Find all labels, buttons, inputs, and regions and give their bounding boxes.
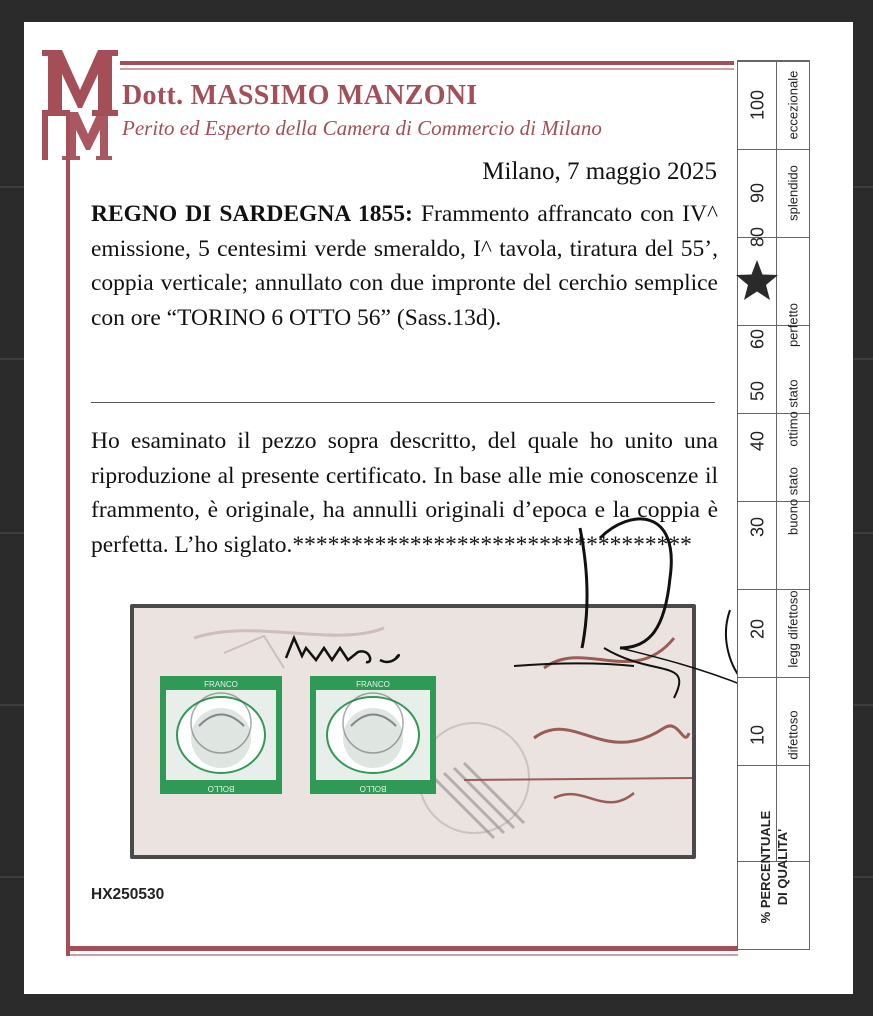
certificate-date: Milano, 7 maggio 2025 [482,158,717,185]
scale-footer-line1: % PERCENTUALE [758,810,773,924]
frame-top-rule [120,61,734,65]
expert-name: Dott. MASSIMO MANZONI [122,80,478,111]
stamp-left-bottom-text: BOLLO [207,784,235,793]
reference-number: HX250530 [91,886,165,903]
scale-label-legg-difettoso: legg difettoso [785,590,801,668]
description-body: Frammento affrancato con IV^ emissione, 5 centesimi verde smeraldo, I^ tavola, tiratura del 55’, coppia verticale; annullato con due impronte del cerchio semplice con ore “TORINO 6 OTTO 56” (Sass.13d). [91,201,719,331]
frame-bottom-rule-thin [66,954,738,956]
scale-value-40: 40 [747,430,768,452]
scale-value-20: 20 [747,618,768,640]
certification-statement: Ho esaminato il pezzo sopra descritto, del quale ho unito una riproduzione al presente certificato. In base alle mie conoscenze il frammento, è originale, ha annulli originali d’epoca e la coppia è perfetta. L’ho siglato.********************************** [91,428,718,558]
scale-footer-text [757,811,791,924]
stamp-right-bottom-text: BOLLO [359,784,387,793]
description-heading: REGNO DI SARDEGNA 1855: [91,201,413,227]
expert-signature [560,498,750,698]
mm-monogram-logo [40,46,120,164]
scale-label-ottimo-stato: ottimo stato [785,379,801,447]
scale-label-difettoso: difettoso [785,710,801,760]
stamp-description [91,197,718,335]
scale-value-80: 80 [747,226,768,248]
stamp-right-top-text: FRANCO [356,680,390,689]
scale-value-100: 100 [747,89,768,121]
scale-label-splendido: splendido [785,165,801,221]
scale-label-buono-stato: buono stato [785,467,801,535]
scale-value-50: 50 [747,380,768,402]
scale-footer-line2: DI QUALITA' [775,828,790,906]
scale-label-eccezionale: eccezionale [785,70,801,140]
scale-value-30: 30 [747,516,768,538]
scale-label-perfetto: perfetto [785,302,801,348]
section-divider [91,402,715,403]
scale-value-10: 10 [747,724,768,746]
expert-title: Perito ed Esperto della Camera di Commercio di Milano [122,116,602,140]
stamp-left-top-text: FRANCO [204,680,238,689]
frame-bottom-rule [66,946,738,951]
selected-grade-star-icon [735,258,779,302]
frame-top-rule-thin [120,68,734,70]
quality-scale [737,60,810,950]
scale-value-90: 90 [747,182,768,204]
scale-value-60: 60 [747,328,768,350]
frame-left-rule [66,110,70,956]
